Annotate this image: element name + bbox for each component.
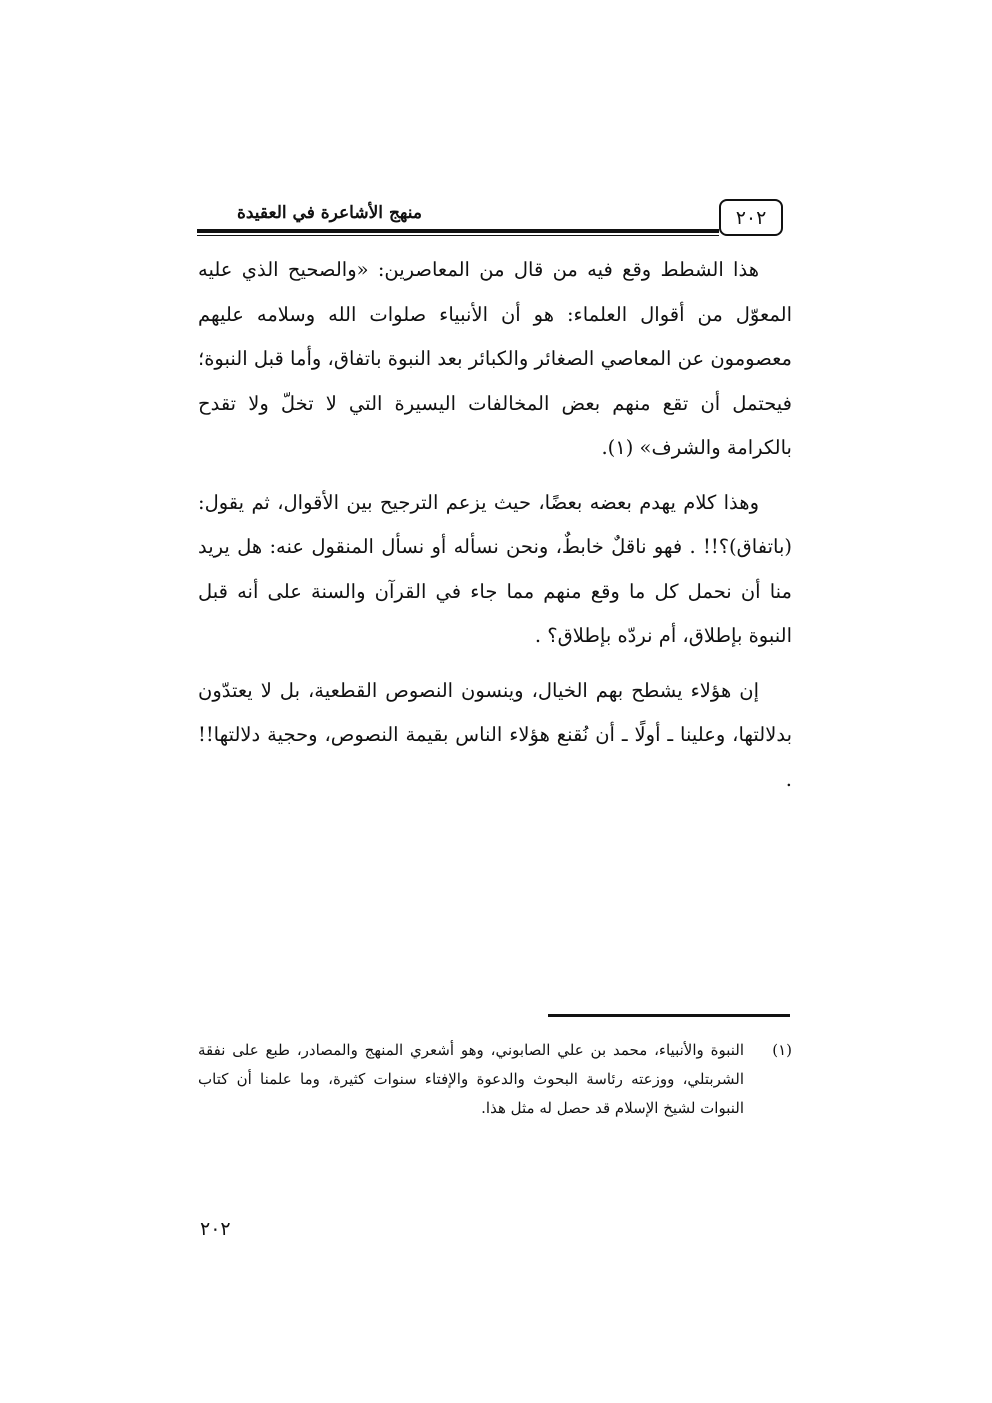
header-rule xyxy=(197,229,719,233)
header-page-number: ٢٠٢ xyxy=(719,199,783,236)
footer-page-number: ٢٠٢ xyxy=(200,1218,231,1240)
header-rule-thin xyxy=(197,235,719,236)
footnote-separator xyxy=(548,1014,790,1017)
running-title: منهج الأشاعرة في العقيدة xyxy=(236,203,422,223)
paragraph-1: هذا الشطط وقع فيه من قال من المعاصرين: «والصحيح الذي عليه المعوّل من أقوال العلماء: هو أن الأنبياء صلوات الله وسلامه عليهم معصومون عن المعاصي الصغائر والكبائر بعد النبوة باتفاق، وأما قبل النبوة؛ فيحتمل أن تقع منهم بعض المخالفات اليسيرة التي لا تخلّ ولا تقدح بالكرامة والشرف» (١). xyxy=(198,258,792,459)
body-text xyxy=(198,248,792,802)
paragraph-3: إن هؤلاء يشطح بهم الخيال، وينسون النصوص القطعية، بل لا يعتدّون بدلالتها، وعلينا ـ أولًا ـ أن نُقنع هؤلاء الناس بقيمة النصوص، وحجية دلالتها!! . xyxy=(198,678,792,791)
footnote xyxy=(198,1036,792,1123)
paragraph-2: وهذا كلام يهدم بعضه بعضًا، حيث يزعم الترجيح بين الأقوال، ثم يقول: (باتفاق)؟!! . فهو ناقلٌ خابطٌ، ونحن نسأله أو نسأل المنقول عنه: هل يريد منا أن نحمل كل ما وقع منهم مما جاء في القرآن والسنة على أنه قبل النبوة بإطلاق، أم نردّه بإطلاق؟ . xyxy=(198,490,792,647)
footnote-marker: (١) xyxy=(772,1041,792,1059)
footnote-text: النبوة والأنبياء، محمد بن علي الصابوني، وهو أشعري المنهج والمصادر، طبع على نفقة الشربتلي، ووزعته رئاسة البحوث والدعوة والإفتاء سنوات كثيرة، وما علمنا أن كتاب النبوات لشيخ الإسلام قد حصل له مثل هذا. xyxy=(198,1041,744,1117)
